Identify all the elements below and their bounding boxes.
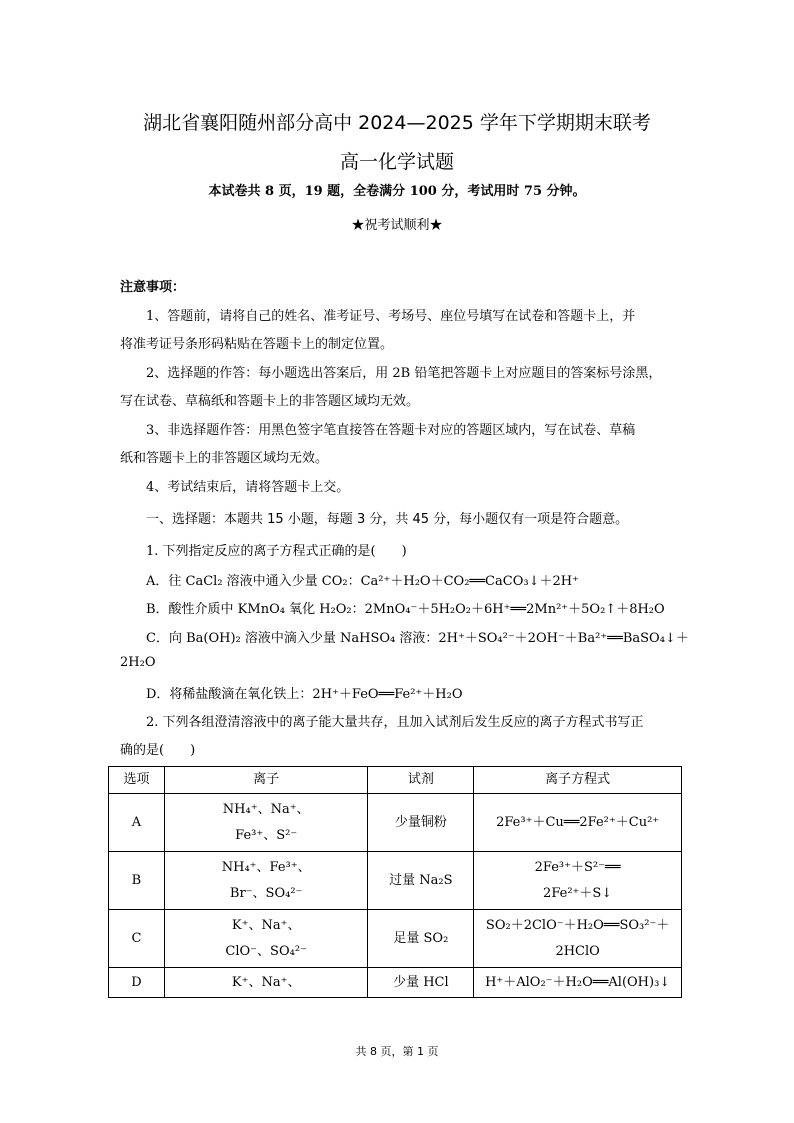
table-row xyxy=(109,910,682,968)
ions-line-1: NH₄⁺、Fe³⁺、 xyxy=(221,859,311,875)
row-reagent: 少量 HCl xyxy=(368,968,474,998)
row-reagent: 足量 SO₂ xyxy=(368,910,474,968)
note-4: 4、考试结束后，请将答题卡上交。 xyxy=(146,480,350,495)
row-reagent: 过量 Na₂S xyxy=(368,852,474,910)
q2-stem-line-1: 2. 下列各组澄清溶液中的离子能大量共存，且加入试剂后发生反应的离子方程式书写正 xyxy=(146,715,644,730)
notes-heading: 注意事项： xyxy=(120,280,186,295)
equation-line-1: SO₂＋2ClO⁻＋H₂O══SO₃²⁻＋ xyxy=(485,917,670,933)
note-3-line-1: 3、非选择题作答：用黑色签字笔直接答在答题卡对应的答题区域内，写在试卷、草稿 xyxy=(146,423,636,438)
row-option: C xyxy=(109,910,165,968)
q1-option-b: B．酸性介质中 KMnO₄ 氧化 H₂O₂：2MnO₄⁻＋5H₂O₂＋6H⁺══2Mn²⁺＋5O₂↑＋8H₂O xyxy=(146,602,665,617)
note-1-line-1: 1、答题前，请将自己的姓名、准考证号、考场号、座位号填写在试卷和答题卡上，并 xyxy=(146,309,636,324)
ions-line-1: K⁺、Na⁺、 xyxy=(231,917,301,933)
row-equation xyxy=(474,794,682,852)
equation-line-1: H⁺＋AlO₂⁻＋H₂O══Al(OH)₃↓ xyxy=(485,974,671,990)
row-ions xyxy=(164,852,368,910)
ions-line-2: Br⁻、SO₄²⁻ xyxy=(229,885,303,901)
q1-option-d: D．将稀盐酸滴在氧化铁上：2H⁺＋FeO══Fe²⁺＋H₂O xyxy=(146,687,463,702)
equation-line-1: 2Fe³⁺＋S²⁻══ xyxy=(534,859,621,875)
table-header-row xyxy=(109,767,682,794)
equation-line-1: 2Fe³⁺＋Cu══2Fe²⁺＋Cu²⁺ xyxy=(496,814,660,830)
page-footer: 共 8 页，第 1 页 xyxy=(355,1045,439,1058)
table-row xyxy=(109,794,682,852)
q1-option-a: A．往 CaCl₂ 溶液中通入少量 CO₂：Ca²⁺＋H₂O＋CO₂══CaCO₃↓＋2H⁺ xyxy=(146,574,579,589)
ions-line-1: K⁺、Na⁺、 xyxy=(231,974,301,990)
row-option: D xyxy=(109,968,165,998)
header-reagent: 试剂 xyxy=(368,767,474,794)
row-equation xyxy=(474,968,682,998)
header-option: 选项 xyxy=(109,767,165,794)
table-row xyxy=(109,968,682,998)
q1-option-c-line-2: 2H₂O xyxy=(120,655,156,670)
q1-stem: 1. 下列指定反应的离子方程式正确的是( ) xyxy=(146,544,407,559)
q2-stem-line-2: 确的是( ) xyxy=(120,743,196,758)
note-3-line-2: 纸和答题卡上的非答题区域均无效。 xyxy=(120,451,329,466)
row-option: A xyxy=(109,794,165,852)
row-ions xyxy=(164,910,368,968)
row-equation xyxy=(474,910,682,968)
section-1-heading: 一、选择题：本题共 15 小题，每题 3 分，共 45 分，每小题仅有一项是符合题意。 xyxy=(146,512,629,527)
ions-line-2: Fe³⁺、S²⁻ xyxy=(235,827,298,843)
exam-wish: ★祝考试顺利★ xyxy=(351,218,443,233)
ions-line-1: NH₄⁺、Na⁺、 xyxy=(222,801,310,817)
row-reagent: 少量铜粉 xyxy=(368,794,474,852)
exam-subtitle: 高一化学试题 xyxy=(339,151,454,173)
exam-info: 本试卷共 8 页，19 题，全卷满分 100 分，考试用时 75 分钟。 xyxy=(208,184,586,199)
row-option: B xyxy=(109,852,165,910)
equation-line-2: 2Fe²⁺＋S↓ xyxy=(543,885,613,901)
q2-table xyxy=(108,766,682,998)
row-ions xyxy=(164,968,368,998)
q1-option-c-line-1: C．向 Ba(OH)₂ 溶液中滴入少量 NaHSO₄ 溶液：2H⁺＋SO₄²⁻＋2OH⁻＋Ba²⁺══BaSO₄↓＋ xyxy=(146,631,689,646)
note-1-line-2: 将准考证号条形码粘贴在答题卡上的制定位置。 xyxy=(120,337,394,352)
ions-line-2: ClO⁻、SO₄²⁻ xyxy=(225,943,307,959)
header-equation: 离子方程式 xyxy=(474,767,682,794)
header-ions: 离子 xyxy=(164,767,368,794)
table-row xyxy=(109,852,682,910)
row-equation xyxy=(474,852,682,910)
equation-line-2: 2HClO xyxy=(555,943,600,959)
exam-title: 湖北省襄阳随州部分高中 2024—2025 学年下学期期末联考 xyxy=(143,112,651,134)
note-2-line-1: 2、选择题的作答：每小题选出答案后，用 2B 铅笔把答题卡上对应题目的答案标号涂黑， xyxy=(146,366,662,381)
row-ions xyxy=(164,794,368,852)
note-2-line-2: 写在试卷、草稿纸和答题卡上的非答题区域均无效。 xyxy=(120,394,420,409)
